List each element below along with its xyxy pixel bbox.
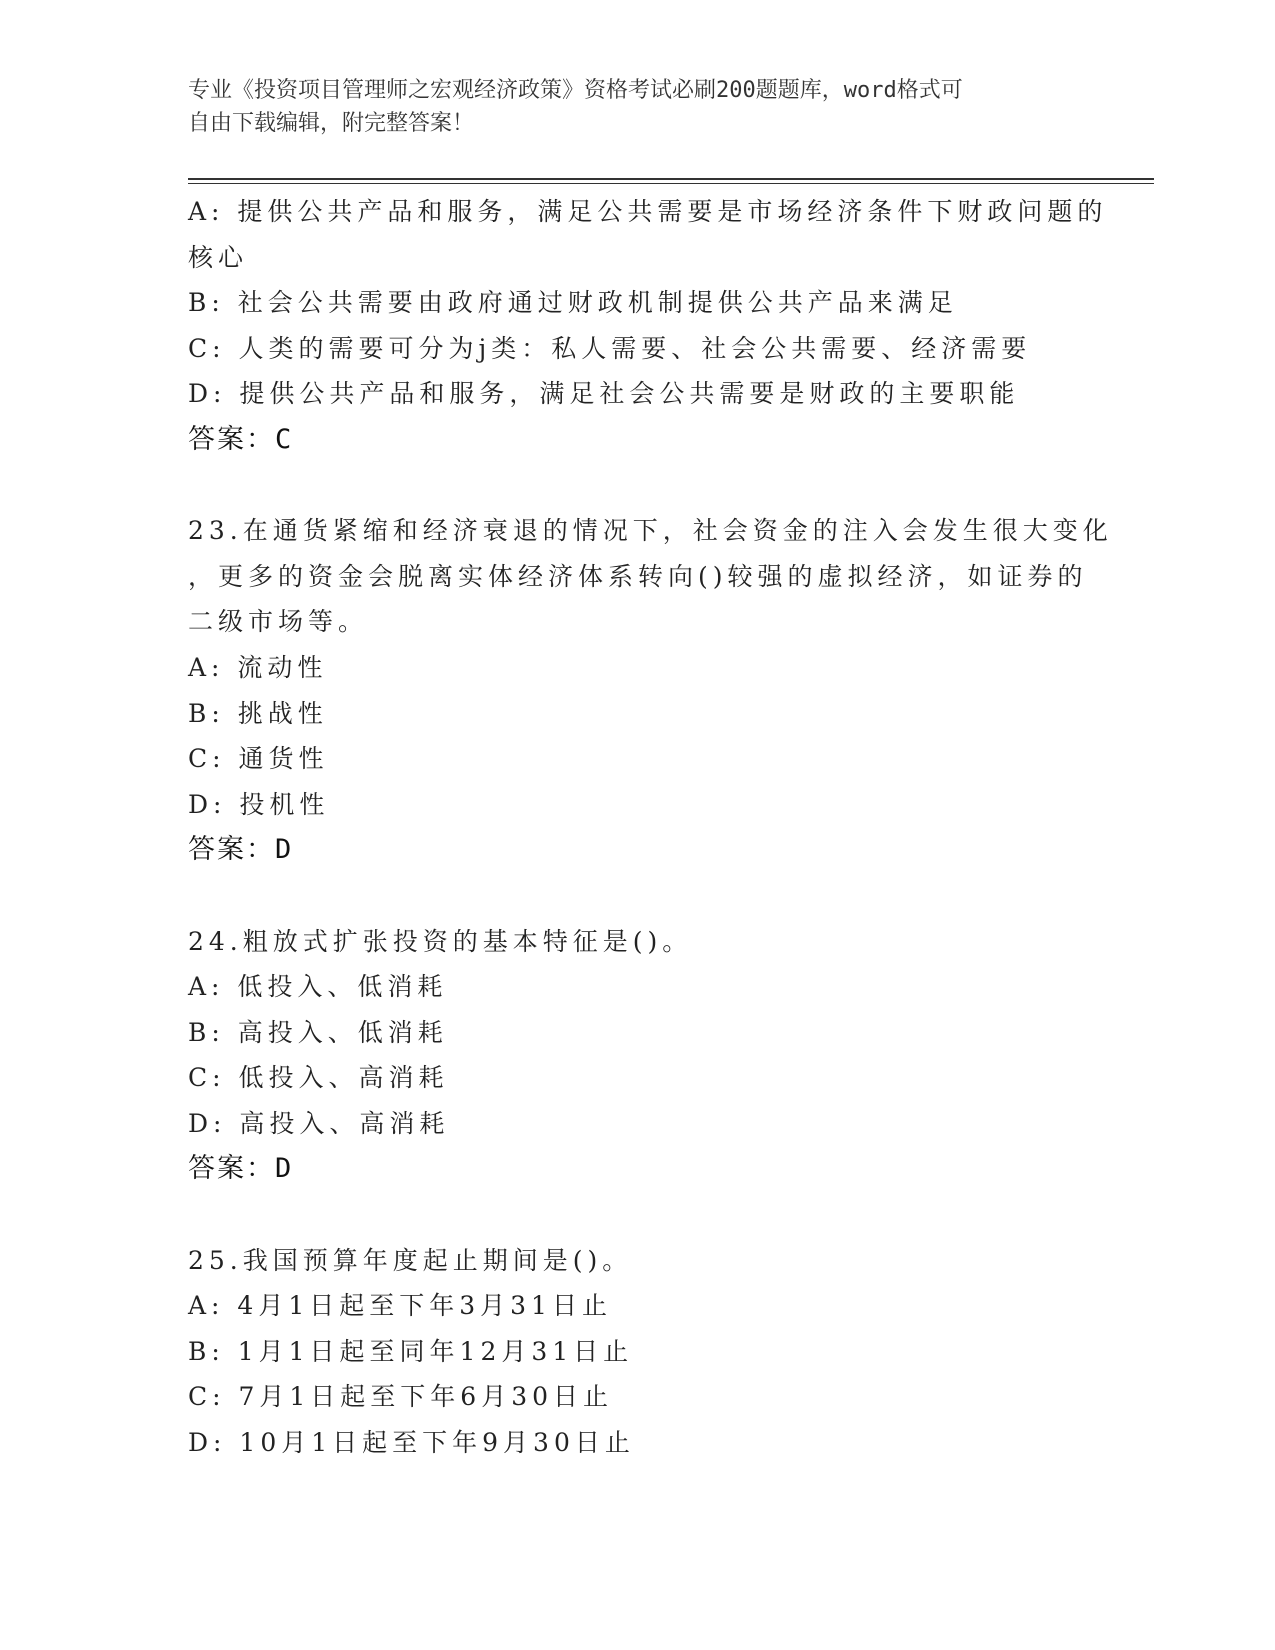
option-a: A: 流动性 [188, 652, 328, 682]
option-d: D: 高投入、高消耗 [188, 1108, 450, 1138]
header-title-line-2: 自由下载编辑，附完整答案！ [188, 111, 475, 136]
option-d: D: 投机性 [188, 789, 330, 819]
header-title-line-1: 专业《投资项目管理师之宏观经济政策》资格考试必刷200题题库，word格式可 [188, 78, 963, 103]
question-stem-line-3: 二级市场等。 [188, 607, 369, 637]
option-b: B: 挑战性 [188, 698, 328, 728]
option-d: D: 提供公共产品和服务，满足社会公共需要是财政的主要职能 [188, 379, 1020, 409]
question-24 [188, 919, 1088, 1193]
question-25 [188, 1238, 1088, 1466]
question-stem-line-2: ，更多的资金会脱离实体经济体系转向()较强的虚拟经济，如证券的 [188, 561, 1088, 591]
option-c: C: 人类的需要可分为j类：私人需要、社会公共需要、经济需要 [188, 333, 1032, 363]
option-b: B: 社会公共需要由政府通过财政机制提供公共产品来满足 [188, 288, 958, 318]
question-stem: 25.我国预算年度起止期间是()。 [188, 1245, 633, 1275]
answer-label: 答案：D [188, 834, 294, 866]
document-header [188, 74, 1068, 140]
spacer [188, 463, 1088, 509]
option-a-line-1: A: 提供公共产品和服务，满足公共需要是市场经济条件下财政问题的 [188, 197, 1108, 226]
option-b: B: 1月1日起至同年12月31日止 [188, 1336, 634, 1366]
option-a: A: 4月1日起至下年3月31日止 [188, 1291, 612, 1321]
question-22 [188, 189, 1108, 463]
header-divider-thick [188, 178, 1154, 180]
option-b: B: 高投入、低消耗 [188, 1017, 448, 1047]
question-stem: 24.粗放式扩张投资的基本特征是()。 [188, 926, 693, 956]
answer-label: 答案：D [188, 1153, 294, 1185]
option-a: A: 低投入、低消耗 [188, 972, 448, 1002]
option-c: C: 7月1日起至下年6月30日止 [188, 1382, 614, 1412]
question-stem-line-1: 23.在通货紧缩和经济衰退的情况下，社会资金的注入会发生很大变化 [188, 516, 1113, 546]
answer-label: 答案：C [188, 423, 294, 455]
question-list [188, 189, 1113, 1466]
spacer [188, 873, 1088, 919]
option-c: C: 低投入、高消耗 [188, 1063, 449, 1093]
option-c: C: 通货性 [188, 744, 329, 774]
option-a-line-2: 核心 [188, 242, 249, 272]
question-23 [188, 508, 1113, 873]
option-d: D: 10月1日起至下年9月30日止 [188, 1428, 635, 1458]
header-divider-thin [188, 183, 1154, 184]
spacer [188, 1192, 1088, 1238]
